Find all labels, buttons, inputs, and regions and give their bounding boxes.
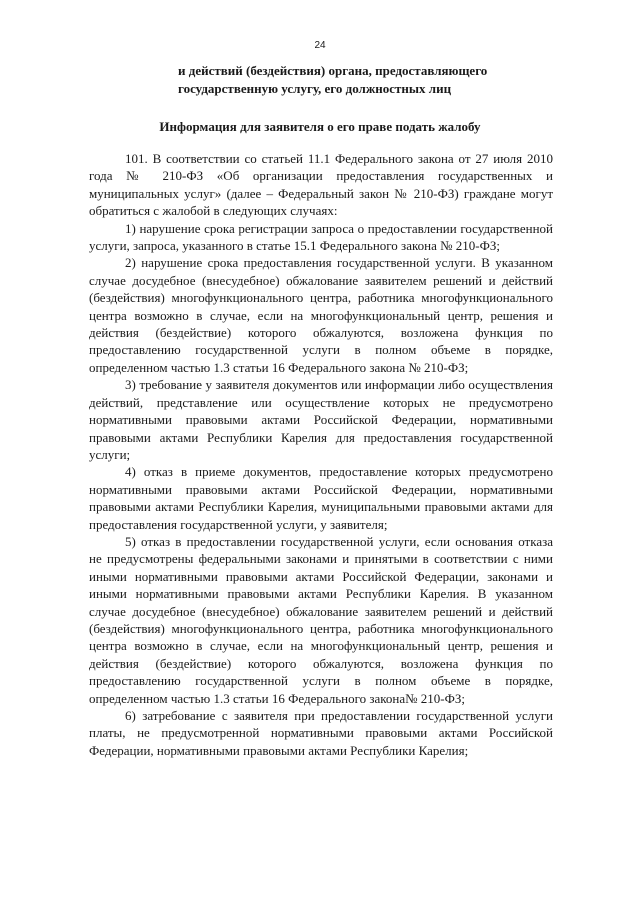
section-title-line: государственную услугу, его должностных лиц — [178, 81, 452, 96]
section-title — [178, 62, 578, 98]
paragraph-item-1: 1) нарушение срока регистрации запроса о предоставлении государственной услуги, запроса, указанного в статье 15.1 Федерального закона № 210-ФЗ; — [89, 220, 553, 254]
page-number: 24 — [314, 40, 326, 51]
paragraph-item-4: 4) отказ в приеме документов, предоставление которых предусмотрено нормативными правовыми актами Российской Федерации, нормативными правовыми актами Республики Карелия, муниципальными правовыми актами для предоставления государственной услуги, у заявителя; — [89, 464, 553, 532]
paragraph-item-2: 2) нарушение срока предоставления государственной услуги. В указанном случае досудебное (внесудебное) обжалование заявителем решений и действий (бездействия) многофункционального центра, работника многофункционального центра возможно в случае, если на многофункциональный центр, решения и действия (бездействие) которого обжалуются, возложена функция по предоставлению государственной услуги в полном объеме в порядке, определенном частью 1.3 статьи 16 Федерального закона № 210-ФЗ; — [89, 255, 553, 375]
document-body — [89, 150, 553, 759]
paragraph-item-5: 5) отказ в предоставлении государственной услуги, если основания отказа не предусмотрены федеральными законами и принятыми в соответствии с ними иными нормативными правовыми актами Российской Федерации, законами и иными нормативными правовыми актами Республики Карелия. В указанном случае досудебное (внесудебное) обжалование заявителем решений и действий (бездействия) многофункционального центра, работника многофункционального центра возможно в случае, если на многофункциональный центр, решения и действия (бездействие) которого обжалуются, возложена функция по предоставлению государственной услуги в полном объеме в порядке, определенном частью 1.3 статьи 16 Федерального закона№ 210-ФЗ; — [89, 533, 553, 706]
paragraph-item-3: 3) требование у заявителя документов или информации либо осуществления действий, представление или осуществление которых не предусмотрено нормативными правовыми актами Российской Федерации, нормативными правовыми актами Республики Карелия для предоставления государственной услуги; — [89, 377, 553, 462]
info-heading: Информация для заявителя о его праве подать жалобу — [159, 119, 481, 134]
paragraph-101: 101. В соответствии со статьей 11.1 Федерального закона от 27 июля 2010 года № 210-ФЗ «Об организации предоставления государственных и муниципальных услуг» (далее – Федеральный закон № 210-ФЗ) граждане могут обратиться с жалобой в следующих случаях: — [89, 151, 553, 219]
paragraph-item-6: 6) затребование с заявителя при предоставлении государственной услуги платы, не предусмотренной нормативными правовыми актами Российской Федерации, нормативными правовыми актами Республики Карелия; — [89, 708, 553, 758]
section-title-line: и действий (бездействия) органа, предоставляющего — [178, 63, 488, 78]
